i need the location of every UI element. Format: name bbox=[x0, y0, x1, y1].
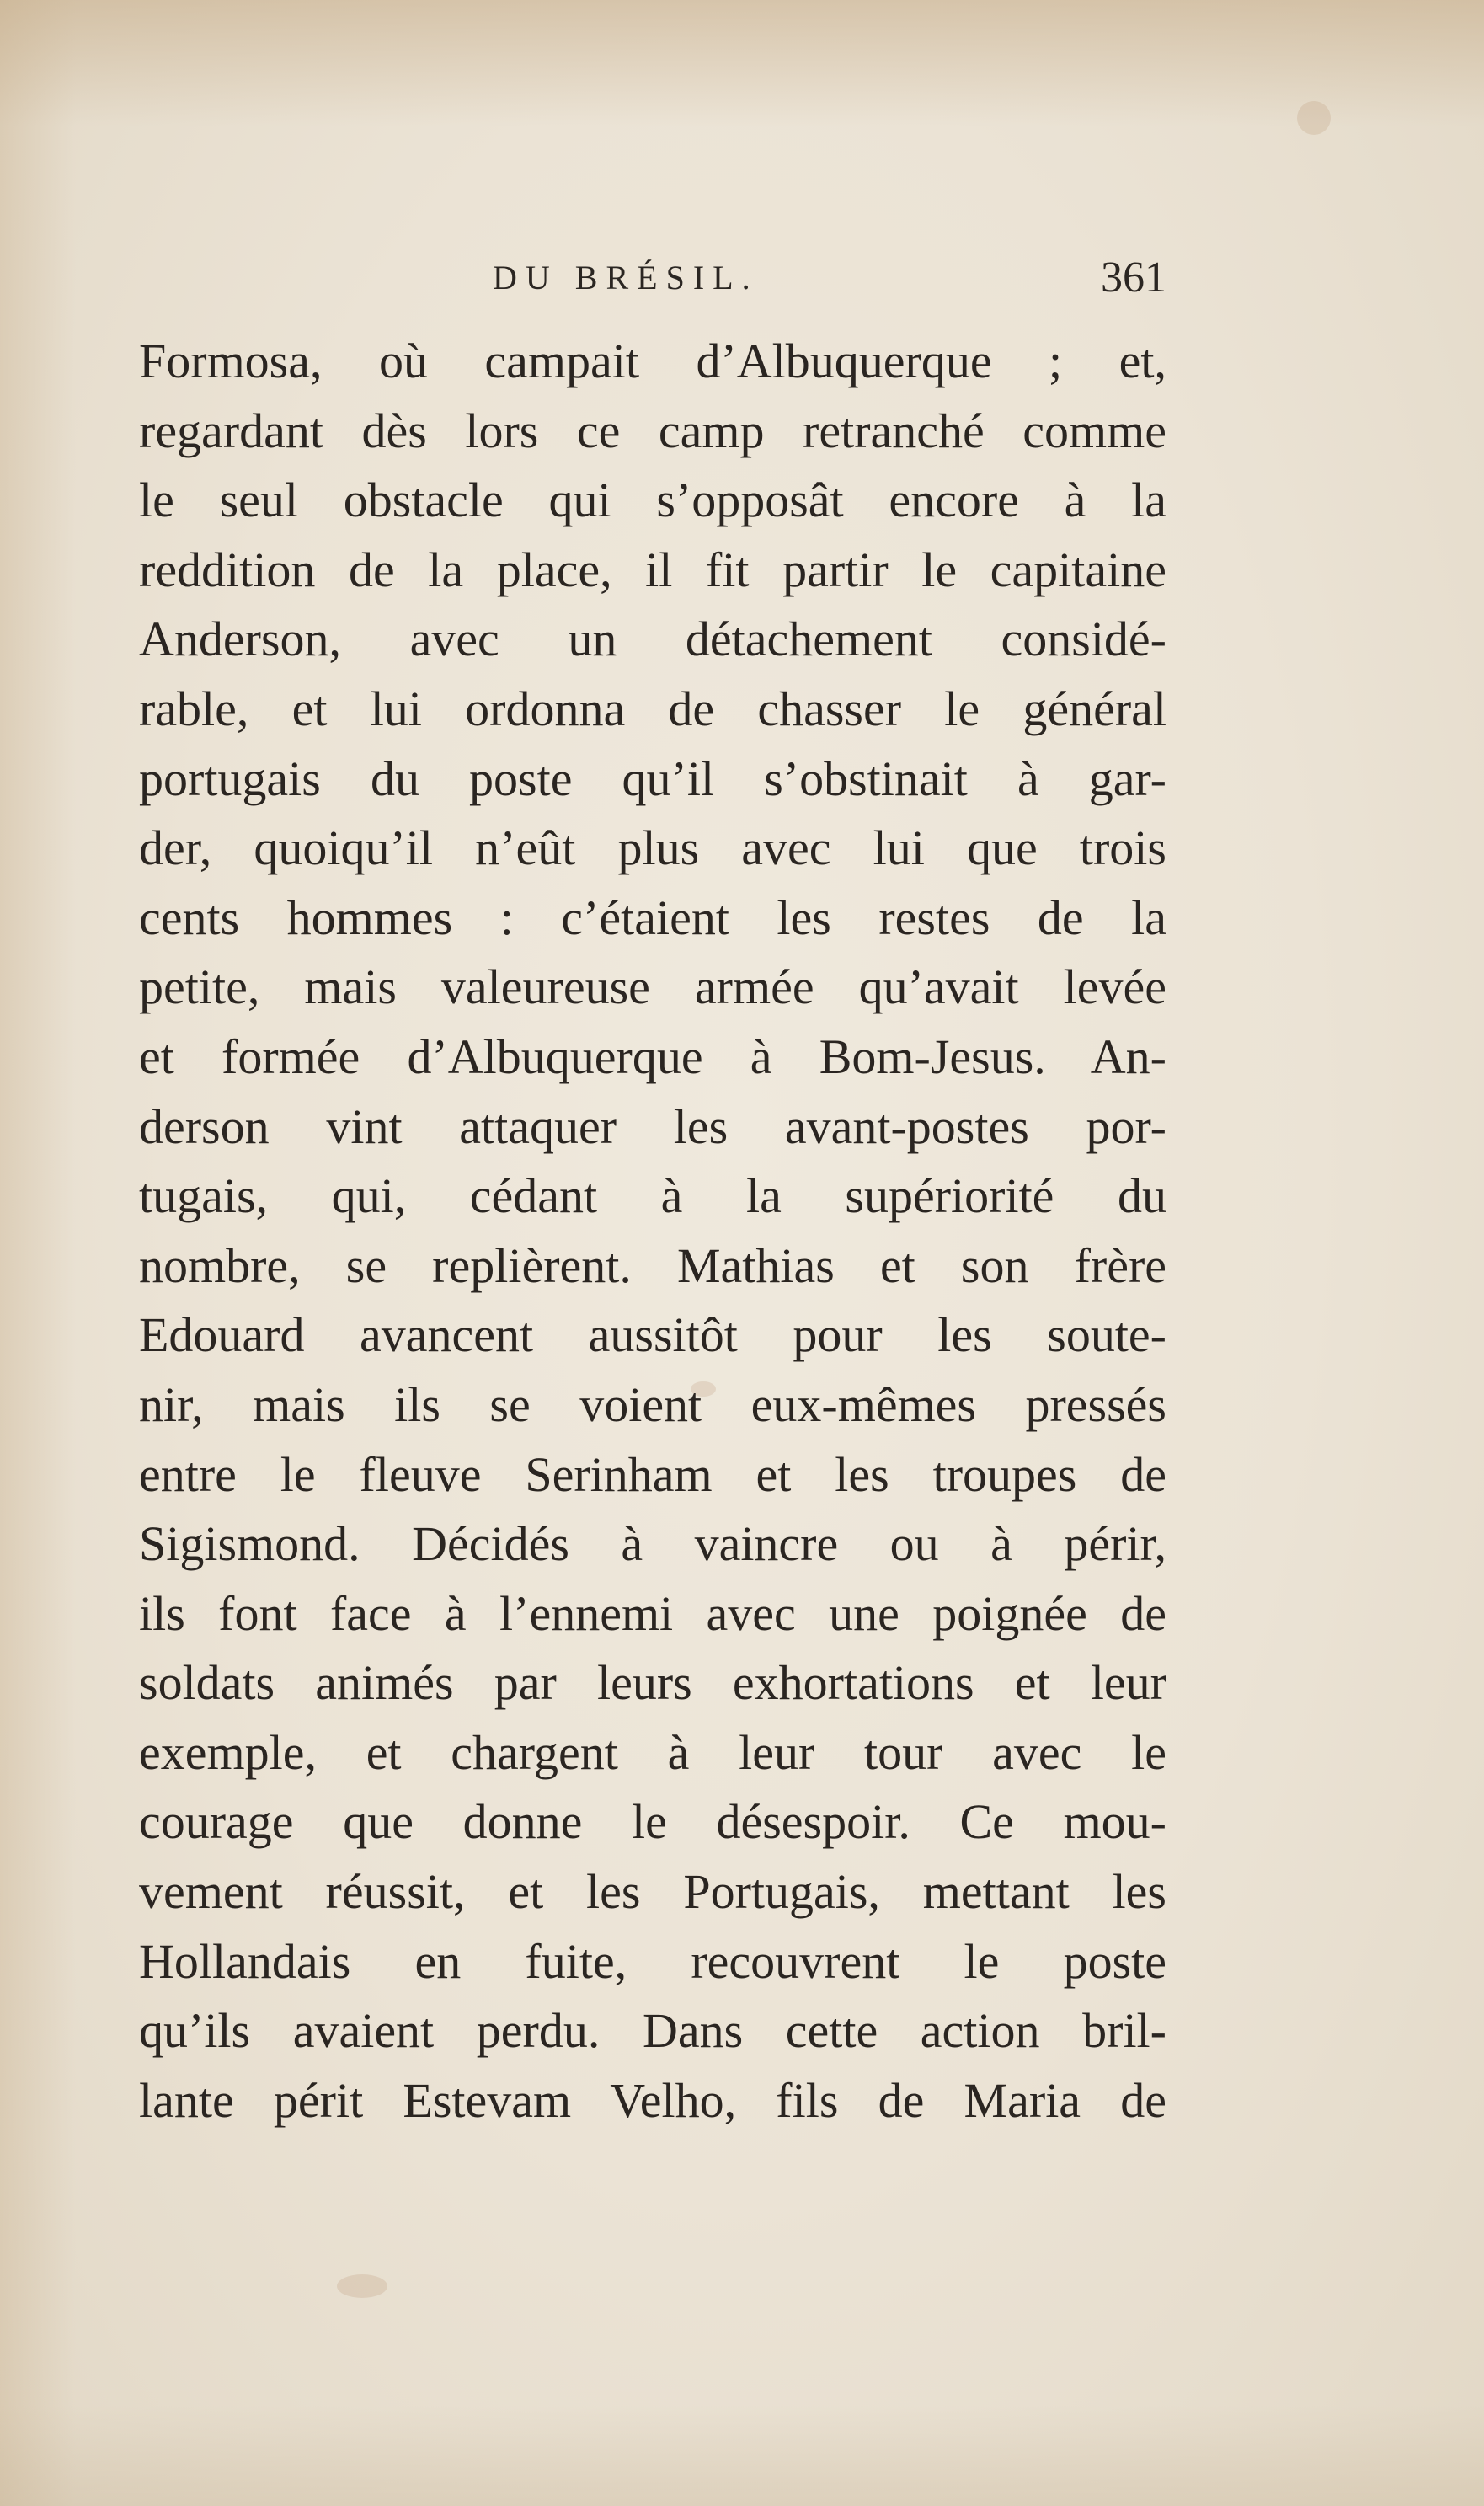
text-line: rable, et lui ordonna de chasser le général bbox=[139, 681, 1166, 736]
text-line: petite, mais valeureuse armée qu’avait levée bbox=[139, 959, 1166, 1015]
page-number: 361 bbox=[1101, 254, 1166, 302]
text-line: regardant dès lors ce camp retranché comme bbox=[139, 403, 1166, 458]
paper-stain bbox=[337, 2274, 387, 2298]
page-edge-shading-top bbox=[0, 0, 1484, 126]
running-title: DU BRÉSIL. bbox=[493, 259, 759, 297]
text-line: qu’ils avaient perdu. Dans cette action bril- bbox=[139, 2003, 1166, 2059]
text-line: vement réussit, et les Portugais, mettant les bbox=[139, 1864, 1166, 1920]
text-line: Anderson, avec un détachement considé- bbox=[139, 612, 1166, 667]
text-line: portugais du poste qu’il s’obstinait à gar- bbox=[139, 751, 1166, 806]
text-line: nir, mais ils se voient eux-mêmes pressés bbox=[139, 1376, 1166, 1432]
text-line: et formée d’Albuquerque à Bom-Jesus. An- bbox=[139, 1029, 1166, 1084]
text-line: cents hommes : c’étaient les restes de la bbox=[139, 890, 1166, 945]
text-line: Sigismond. Décidés à vaincre ou à périr, bbox=[139, 1516, 1166, 1572]
text-line: entre le fleuve Serinham et les troupes de bbox=[139, 1446, 1166, 1502]
text-line: exemple, et chargent à leur tour avec le bbox=[139, 1724, 1166, 1780]
text-line: tugais, qui, cédant à la supériorité du bbox=[139, 1168, 1166, 1224]
text-line: Formosa, où campait d’Albuquerque ; et, bbox=[139, 334, 1166, 388]
page-edge-shading-bottom bbox=[0, 2405, 1484, 2506]
text-line: courage que donne le désespoir. Ce mou- bbox=[139, 1794, 1166, 1850]
text-line: der, quoiqu’il n’eût plus avec lui que trois bbox=[139, 820, 1166, 876]
body-text bbox=[139, 327, 1166, 2135]
text-line: derson vint attaquer les avant-postes por- bbox=[139, 1098, 1166, 1154]
page-header bbox=[139, 253, 1166, 307]
text-line: Hollandais en fuite, recouvrent le poste bbox=[139, 1933, 1166, 1989]
text-line: reddition de la place, il fit partir le capitaine bbox=[139, 542, 1166, 597]
paper-stain bbox=[1297, 101, 1331, 135]
text-line: soldats animés par leurs exhortations et leur bbox=[139, 1655, 1166, 1711]
text-line: lante périt Estevam Velho, fils de Maria de bbox=[139, 2072, 1166, 2128]
page-edge-shading-left bbox=[0, 0, 76, 2506]
text-line: ils font face à l’ennemi avec une poignée de bbox=[139, 1585, 1166, 1641]
text-line: Edouard avancent aussitôt pour les soute- bbox=[139, 1307, 1166, 1363]
text-line: nombre, se replièrent. Mathias et son frère bbox=[139, 1237, 1166, 1293]
text-line: le seul obstacle qui s’opposât encore à la bbox=[139, 473, 1166, 528]
